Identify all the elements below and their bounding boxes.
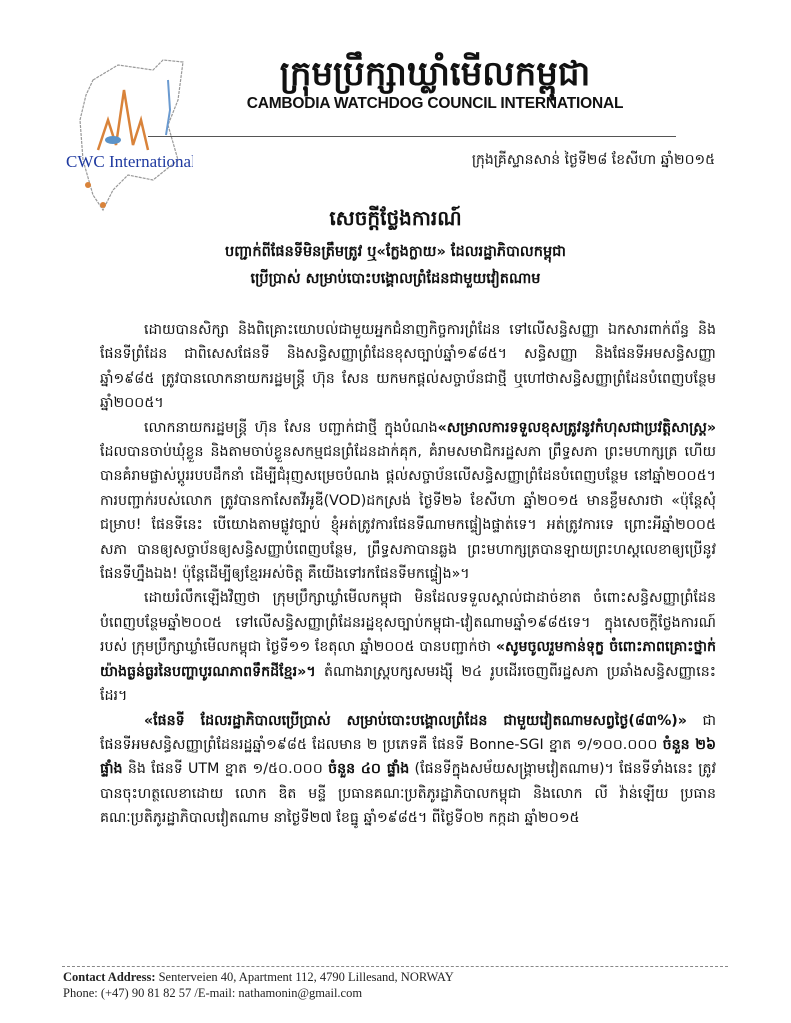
bold-count: ចំនួន ២៦ ផ្ទាំង [100,736,716,778]
footer [63,969,454,1001]
header-divider [148,136,676,137]
text: និង ផែនទី UTM ខ្នាត ១/៥០.០០០ [122,761,329,778]
bold-quote: «សម្រាលការទទួលខុសត្រូវនូវកំហុសជាប្រវត្តិសាស្រ្ត» [437,419,716,436]
statement-body [100,318,716,831]
org-name-khmer: ក្រុមប្រឹក្សាឃ្លាំមើលកម្ពុជា [279,54,591,94]
paragraph-3 [100,586,716,708]
text: ដែលបានចាប់ឃុំខ្លួន និងតាមចាប់ខ្លួនសកម្មជនព្រំដែនដាក់គុក, គំរាមសមាជិករដ្ឋសភា ព្រឹទ្ធសភា ព្រះមហាក្សត្រ ហើយ បានគំរាមផ្លាស់ប្តូររបបដឹកនាំ ដើម្បីជំរុញសម្រេចបំណង ផ្តល់សច្ចាប័នលើសន្ធិសញ្ញាព្រំដែនបំពេញបន្ថែម នៅឆ្នាំ២០០៥។ ការបញ្ជាក់របស់លោក ត្រូវបានកាសែតវីអូឌី(VOD)ដកស្រង់ ថ្ងៃទី២៦ ខែសីហា ឆ្នាំ២០១៥ មានខ្លឹមសារថា «ប៉ុន្តែសុំជម្រាប! ផែនទីនេះ បើយោងតាមផ្លូវច្បាប់ ខ្ញុំអត់ត្រូវការផែនទីណាមកផ្ទៀងផ្ទាត់ទេ។ អត់ត្រូវការទេ ព្រោះអីឆ្នាំ២០០៥ សភា បានឲ្យសច្ចាប័នឲ្យសន្ធិសញ្ញាបំពេញបន្ថែម, ព្រឹទ្ធសភាបានឆ្លង ព្រះមហាក្សត្របានឡាយព្រះហស្តលេខាឲ្យប្រើនូវផែនទីហ្នឹងឯង! ប៉ុន្តែដើម្បីឲ្យខ្មែរអស់ចិត្ត គឺយើងទៅរកផែនទីមកផ្ទៀង»។ [100,444,716,583]
text: (ផែនទីក្នុងសម័យសង្គ្រាមវៀតណាម)។ ផែនទីទាំងនេះ ត្រូវបានចុះហត្ថលេខាដោយ លោក ឌិត មន្ទី ប្រធានគណៈប្រតិភូរដ្ឋាភិបាលកម្ពុជា និងលោក លី វ៉ាន់ឡើយ ប្រធានគណៈប្រតិភូរដ្ឋាភិបាលវៀតណាម នាថ្ងៃទី២៧ ខែធ្នូ ឆ្នាំ១៩៨៥។ ពីថ្ងៃទី០២ កក្កដា ឆ្នាំ២០១៥ [100,761,717,827]
address-text: Senterveien 40, Apartment 112, 4790 Lillesand, NORWAY [155,970,454,984]
date-line: ក្រុងគ្រីស្ទានសាន់ ថ្ងៃទី២៨ ខែសីហា ឆ្នាំ២០១៥ [471,152,715,168]
bold-count: ចំនួន ៤០ ផ្ទាំង [328,761,410,778]
statement-title: សេចក្តីថ្លែងការណ៍ [329,206,462,230]
text: ជាផែនទីអមសន្ធិសញ្ញាព្រំដែនរដ្ឋឆ្នាំ១៩៨៥ ដែលមាន ២ ប្រភេទគឺ ផែនទី Bonne-SGI ខ្នាត ១/១០០.០០០ [100,712,716,753]
text: តំណាងរាស្ត្របក្សសមរង្ស៊ី ២៤ រូបដើរចេញពីរដ្ឋសភា ប្រឆាំងសន្ធិសញ្ញានេះដែរ។ [100,663,716,705]
paragraph-2 [100,416,716,587]
paragraph-1: ដោយបានសិក្សា និងពិគ្រោះយោបល់ជាមួយអ្នកជំនាញកិច្ចការព្រំដែន ទៅលើសន្ធិសញ្ញា ឯកសារពាក់ព័ន្ធ និងផែនទីព្រំដែន ជាពិសេសផែនទី និងសន្ធិសញ្ញាព្រំដែនខុសច្បាប់ឆ្នាំ១៩៨៥។ សន្ធិសញ្ញា និងផែនទីអមសន្ធិសញ្ញា ឆ្នាំ១៩៨៥ ត្រូវបានលោកនាយករដ្ឋមន្ត្រី ហ៊ុន សែន យកមកផ្តល់សច្ចាប័នជាថ្មី ឬហៅថាសន្ធិសញ្ញាព្រំដែនបំពេញបន្ថែម ឆ្នាំ២០០៥។ [100,322,716,412]
text: ដោយរំលឹកឡើងវិញថា ក្រុមប្រឹក្សាឃ្លាំមើលកម្ពុជា មិនដែលទទួលស្គាល់ជាដាច់ខាត ចំពោះសន្ធិសញ្ញាព្រំដែនបំពេញបន្ថែមឆ្នាំ២០០៥ ទៅលើសន្ធិសញ្ញាព្រំដែនរដ្ឋខុសច្បាប់កម្ពុជា-វៀតណាមឆ្នាំ១៩៨៥ទេ។ ក្នុងសេចក្តីថ្លែងការណ៍របស់ ក្រុមប្រឹក្សាឃ្លាំមើលកម្ពុជា ថ្ងៃទី១១ ខែតុលា ឆ្នាំ២០០៥ បានបញ្ជាក់ថា [100,590,716,656]
statement-subtitle-line1: បញ្ជាក់ពីផែនទីមិនត្រឹមត្រូវ ឬ«ក្លែងក្លាយ» ដែលរដ្ឋាភិបាលកម្ពុជា [225,244,566,260]
org-name-english: CAMBODIA WATCHDOG COUNCIL INTERNATIONAL [246,95,624,112]
bold-quote: «ផែនទី ដែលរដ្ឋាភិបាលប្រើប្រាស់ សម្រាប់បោះបង្គោលព្រំដែន ជាមួយវៀតណាមសព្វថ្ងៃ(៨៣%)» [144,712,687,729]
cwc-logo [58,40,193,215]
address-label: Contact Address: [63,970,156,984]
text: លោកនាយករដ្ឋមន្ត្រី ហ៊ុន សែន បញ្ជាក់ជាថ្មី ក្នុងបំណង [144,419,438,436]
statement-subtitle-line2: ប្រើប្រាស់ សម្រាប់បោះបង្គោលព្រំដែនជាមួយវៀតណាម [250,271,541,287]
footer-divider [62,966,728,967]
contact-address [63,969,454,985]
svg-text:CWC International: CWC International [66,152,193,171]
bold-quote: «សូមចូលរួមកាន់ទុក្ខ ចំពោះភាពគ្រោះថ្នាក់យ៉ាងធ្ងន់ធ្ងរនៃបញ្ហាបូរណភាពទឹកដីខ្មែរ»។ [100,639,716,680]
contact-phone-email: Phone: (+47) 90 81 82 57 /E-mail: nathamonin@gmail.com [63,986,363,1000]
paragraph-4 [100,709,716,831]
